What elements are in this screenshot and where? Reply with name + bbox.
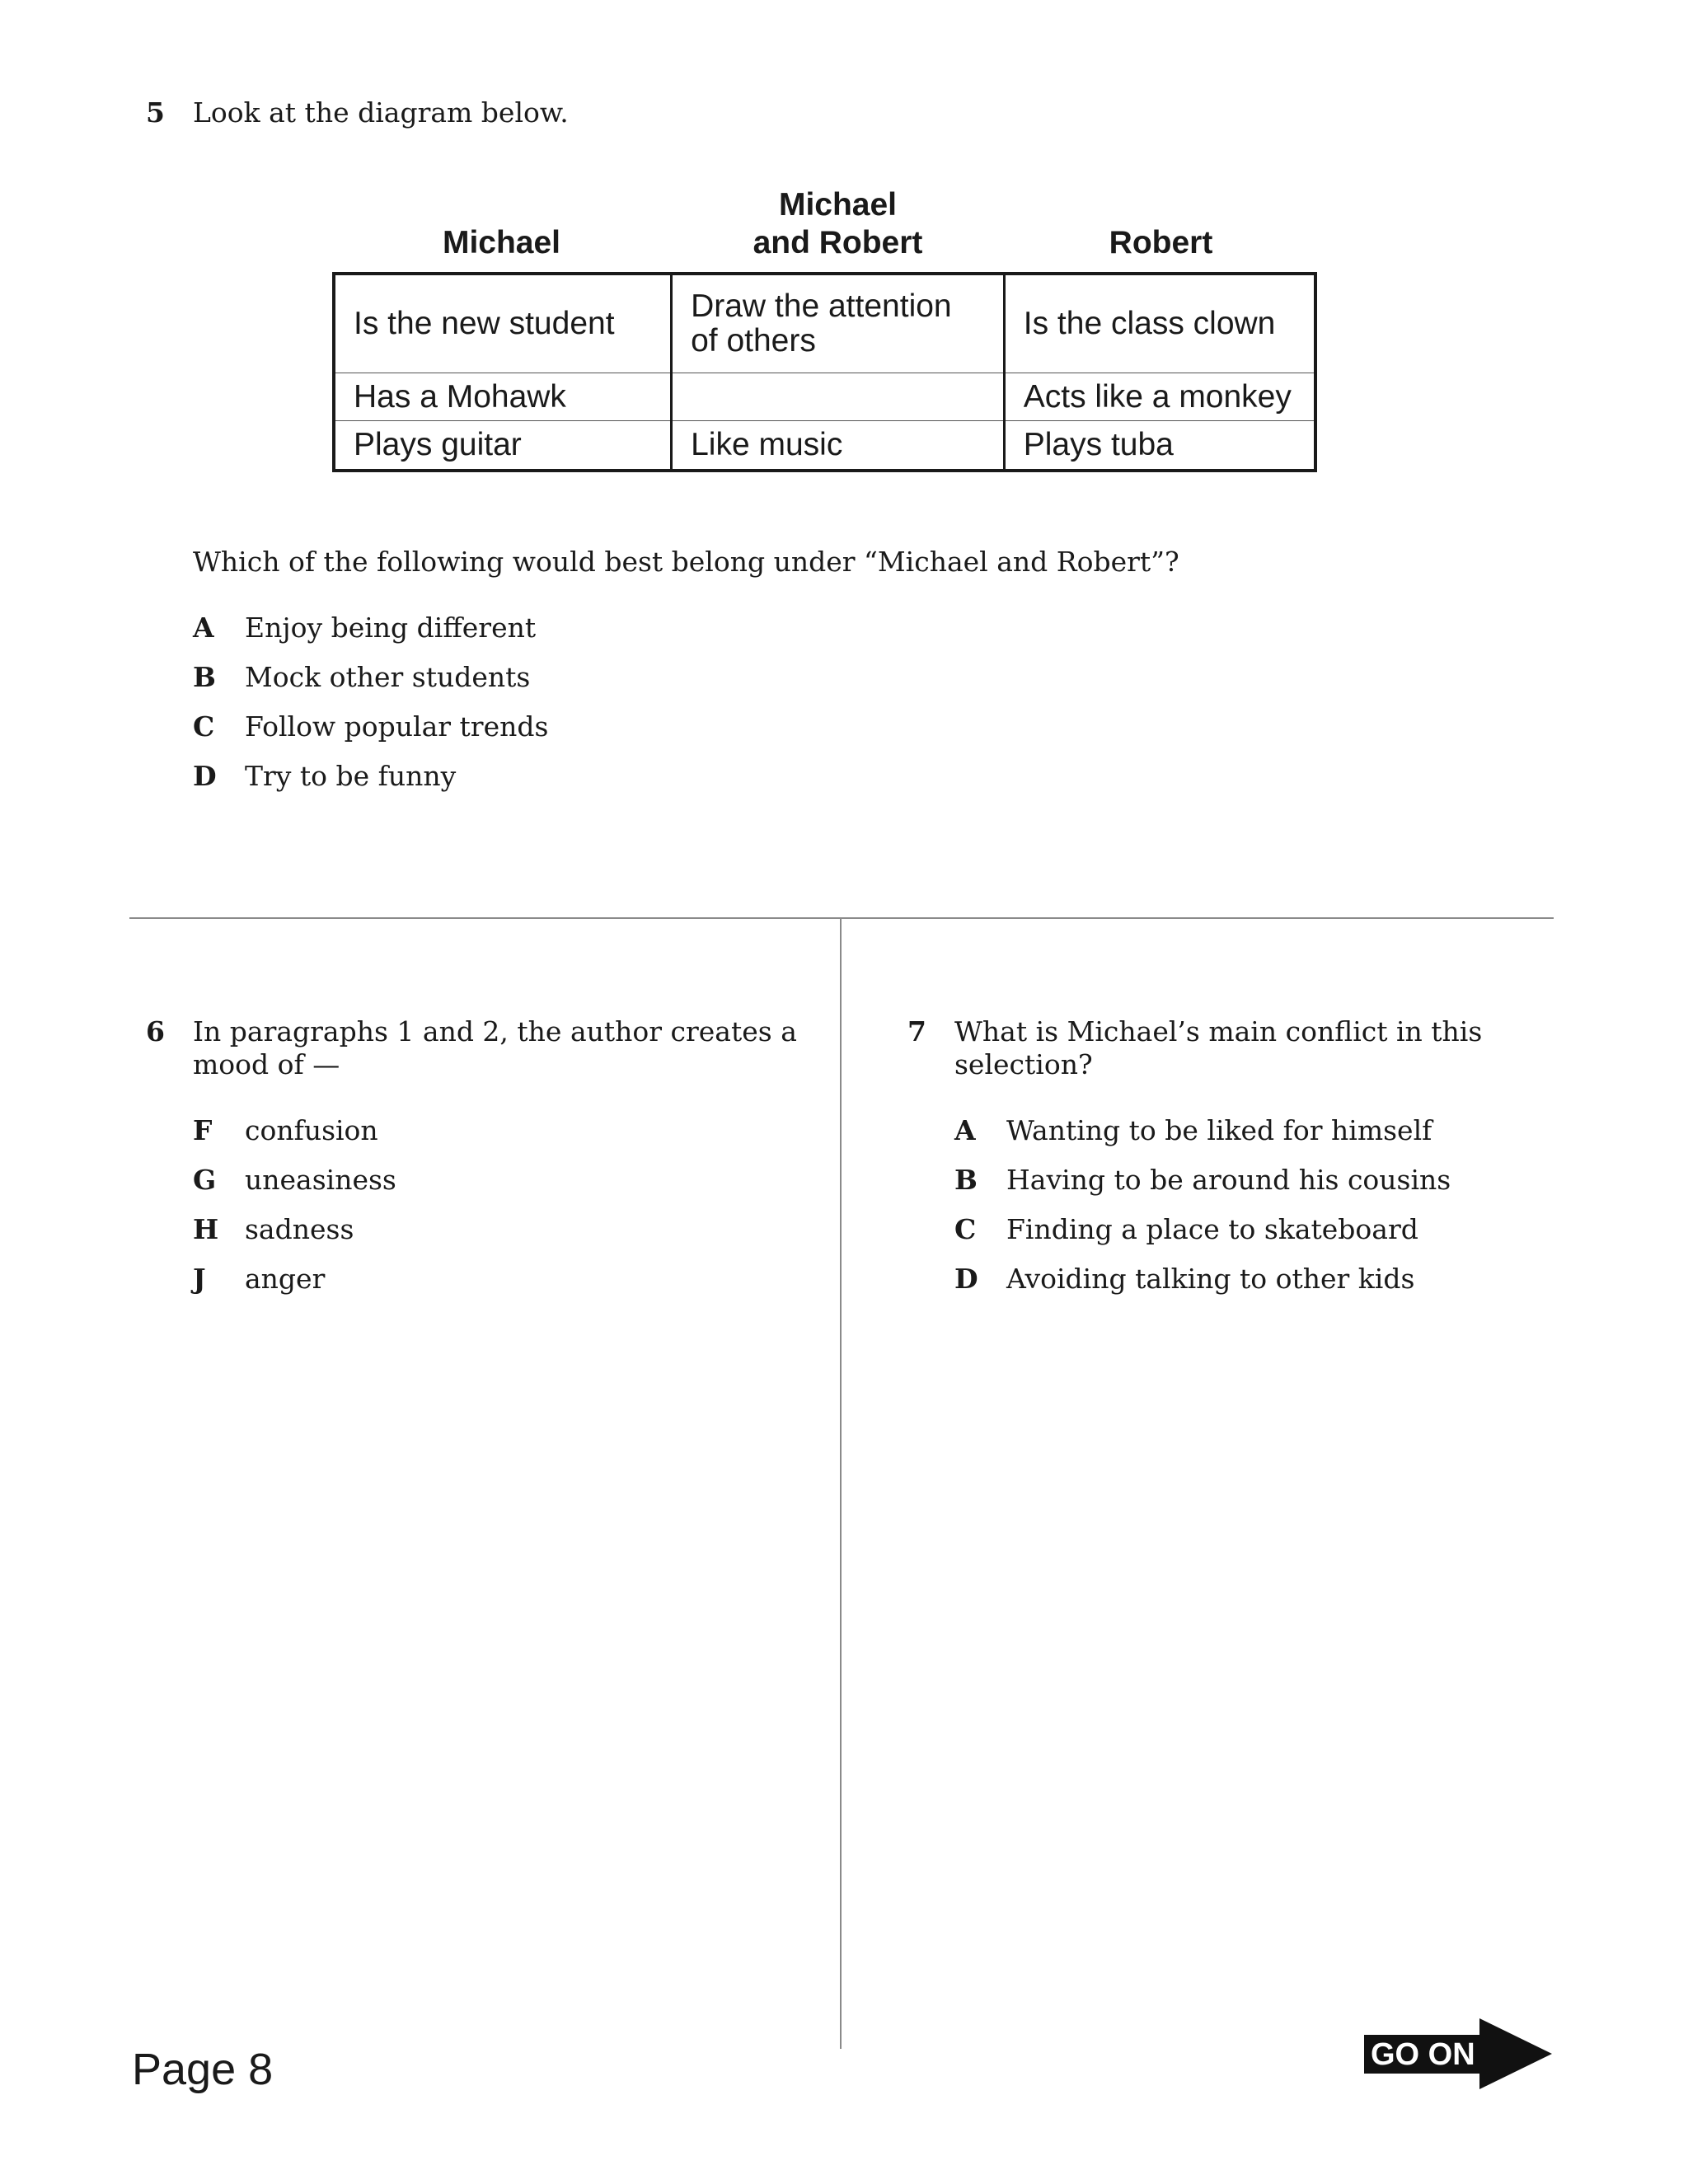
diagram-cell: Like music (672, 421, 1005, 471)
question-7-text (954, 1015, 1482, 1081)
question-6-line2: mood of — (193, 1048, 340, 1080)
diagram-cell: Draw the attention of others (672, 274, 1005, 373)
diagram-header-robert: Robert (1109, 225, 1213, 260)
question-5-prompt: Look at the diagram below. (193, 96, 569, 129)
section-divider-horizontal (129, 917, 1554, 919)
option-text: Having to be around his cousins (1006, 1164, 1451, 1196)
question-5-number: 5 (146, 96, 165, 129)
arrow-right-icon (1479, 2018, 1552, 2089)
option-text: Try to be funny (245, 760, 457, 792)
diagram-row (334, 373, 1315, 421)
option-text: Enjoy being different (245, 612, 537, 644)
go-on-label: GO ON (1371, 2037, 1475, 2072)
diagram-cell: Is the new student (334, 274, 672, 373)
question-6-number: 6 (146, 1015, 165, 1047)
option-letter: G (193, 1164, 217, 1196)
question-5-text: Which of the following would best belong under “Michael and Robert”? (193, 546, 1179, 578)
option-letter: B (954, 1164, 978, 1196)
option-text: uneasiness (245, 1164, 396, 1196)
diagram-header-both-line2: and Robert (753, 225, 923, 260)
option-text: Finding a place to skateboard (1006, 1213, 1418, 1245)
section-divider-vertical (840, 917, 842, 2049)
option-text: confusion (245, 1114, 378, 1146)
question-7-number: 7 (907, 1015, 926, 1047)
option-letter: D (193, 760, 217, 792)
diagram-header-michael: Michael (442, 225, 561, 260)
go-on-indicator (1364, 2018, 1554, 2089)
option-letter: A (954, 1114, 976, 1146)
option-letter: C (193, 710, 215, 743)
page-number: Page 8 (132, 2045, 274, 2094)
option-letter: A (193, 612, 214, 644)
diagram-header-both (671, 186, 1005, 262)
option-text: Mock other students (245, 661, 531, 693)
diagram-cell: Plays guitar (334, 421, 672, 471)
question-7-line2: selection? (954, 1048, 1093, 1080)
diagram-row (334, 421, 1315, 471)
diagram-cell: Is the class clown (1004, 274, 1315, 373)
diagram-row (334, 274, 1315, 373)
diagram-cell: Has a Mohawk (334, 373, 672, 421)
option-text: Avoiding talking to other kids (1006, 1263, 1415, 1295)
question-6-text (193, 1015, 797, 1081)
question-6-line1: In paragraphs 1 and 2, the author creates a (193, 1015, 797, 1047)
option-text: anger (245, 1263, 326, 1295)
comparison-diagram (332, 272, 1317, 472)
diagram-cell (672, 373, 1005, 421)
diagram-cell: Plays tuba (1004, 421, 1315, 471)
option-text: sadness (245, 1213, 354, 1245)
option-text: Follow popular trends (245, 710, 549, 743)
option-text: Wanting to be liked for himself (1006, 1114, 1432, 1146)
option-letter: D (954, 1263, 978, 1295)
option-letter: C (954, 1213, 977, 1245)
option-letter: B (193, 661, 216, 693)
question-7-line1: What is Michael’s main conflict in this (954, 1015, 1483, 1047)
option-letter: H (193, 1213, 219, 1245)
option-letter: F (193, 1114, 213, 1146)
option-letter: J (193, 1263, 206, 1295)
diagram-header-both-line1: Michael (778, 187, 898, 223)
diagram-cell: Acts like a monkey (1004, 373, 1315, 421)
